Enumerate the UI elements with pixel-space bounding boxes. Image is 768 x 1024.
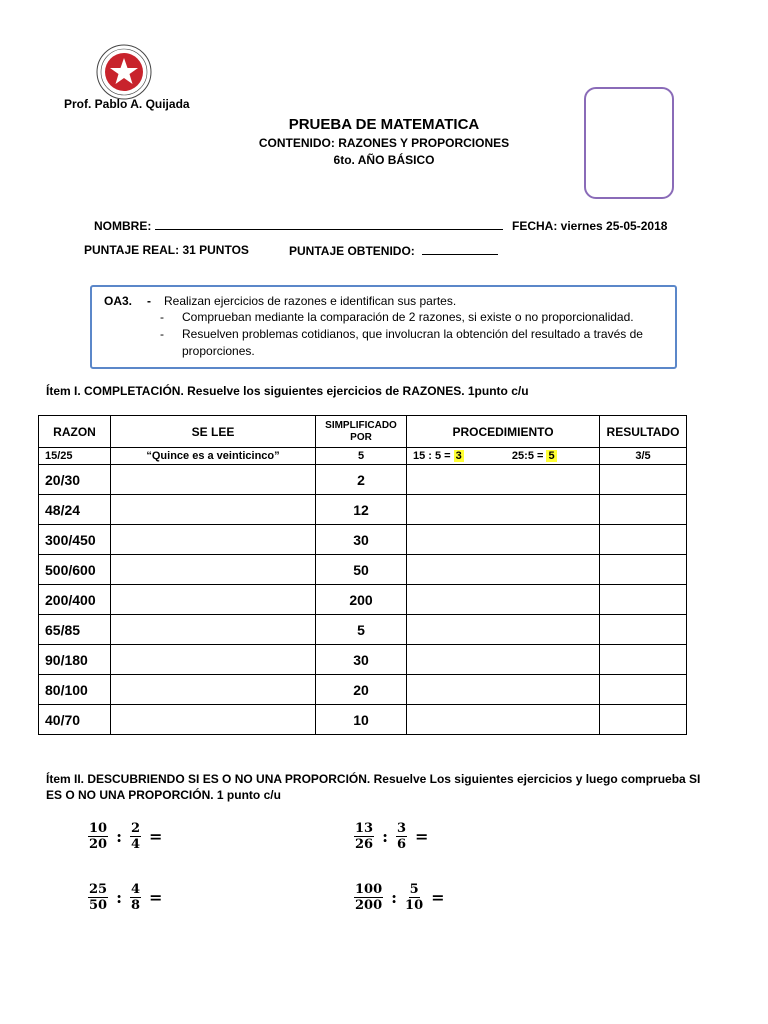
cell-procedimiento[interactable] xyxy=(407,675,600,705)
table-row xyxy=(39,705,687,735)
cell-resultado[interactable] xyxy=(600,525,687,555)
cell-procedimiento[interactable] xyxy=(407,615,600,645)
oa-bullet-dash: - xyxy=(160,327,164,341)
item2-heading: Ítem II. DESCUBRIENDO SI ES O NO UNA PROPORCIÓN. Resuelve Los siguientes ejercicios y luego comprueba SI xyxy=(46,772,701,786)
cell-resultado[interactable] xyxy=(600,555,687,585)
table-row xyxy=(39,615,687,645)
cell-por: 50 xyxy=(316,555,407,585)
cell-resultado[interactable] xyxy=(600,615,687,645)
col-header-procedimiento: PROCEDIMIENTO xyxy=(407,416,600,448)
cell-se-lee[interactable] xyxy=(111,495,316,525)
equals-sign: = xyxy=(149,827,163,846)
cell-se-lee[interactable] xyxy=(111,585,316,615)
equals-sign: = xyxy=(431,888,445,907)
cell-por: 2 xyxy=(316,465,407,495)
cell-se-lee[interactable] xyxy=(111,555,316,585)
cell-razon: 300/450 xyxy=(39,525,111,555)
table-row xyxy=(39,555,687,585)
oa-line: Realizan ejercicios de razones e identifican sus partes. xyxy=(164,294,457,308)
proc-b-result: 5 xyxy=(548,450,555,462)
table-row xyxy=(39,465,687,495)
cell-razon: 90/180 xyxy=(39,645,111,675)
cell-procedimiento[interactable] xyxy=(407,585,600,615)
equals-sign: = xyxy=(415,827,429,846)
puntaje-obtenido-label: PUNTAJE OBTENIDO: xyxy=(289,244,415,258)
teacher-name: Prof. Pablo A. Quijada xyxy=(64,97,190,111)
nombre-label: NOMBRE: xyxy=(94,219,152,233)
page-title: PRUEBA DE MATEMATICA xyxy=(288,116,480,133)
table-row xyxy=(39,645,687,675)
nombre-row xyxy=(94,218,667,233)
example-row xyxy=(39,448,687,465)
cell-se-lee[interactable] xyxy=(111,645,316,675)
cell-razon: 500/600 xyxy=(39,555,111,585)
cell-razon: 20/30 xyxy=(39,465,111,495)
fraction: $\frac{3}{6}$ xyxy=(397,821,407,852)
cell-por: 20 xyxy=(316,675,407,705)
cell-resultado[interactable] xyxy=(600,495,687,525)
proportion-exercise xyxy=(88,821,162,852)
cell-razon: 200/400 xyxy=(39,585,111,615)
cell-se-lee[interactable] xyxy=(111,615,316,645)
puntaje-real: PUNTAJE REAL: 31 PUNTOS xyxy=(84,243,249,257)
cell-resultado[interactable] xyxy=(600,675,687,705)
cell-se-lee[interactable] xyxy=(111,675,316,705)
puntaje-obtenido-row xyxy=(289,243,498,258)
fraction: $\frac{25}{50}$ xyxy=(89,882,108,913)
cell-se-lee[interactable] xyxy=(111,705,316,735)
cell-se-lee[interactable] xyxy=(111,465,316,495)
fraction: $\frac{5}{10}$ xyxy=(405,882,424,913)
colon: : xyxy=(116,888,122,907)
school-seal-logo xyxy=(96,44,152,100)
oa-line: proporciones. xyxy=(182,344,255,358)
cell-procedimiento[interactable] xyxy=(407,705,600,735)
proc-b: 25:5 = xyxy=(511,450,547,462)
equals-sign: = xyxy=(149,888,163,907)
cell-resultado[interactable] xyxy=(600,465,687,495)
cell-por: 10 xyxy=(316,705,407,735)
col-header-simplificado: SIMPLIFICADO POR xyxy=(316,416,407,448)
objectives-box xyxy=(90,285,677,369)
fraction: $\frac{4}{8}$ xyxy=(131,882,141,913)
cell-resultado[interactable] xyxy=(600,705,687,735)
fraction: $\frac{10}{20}$ xyxy=(89,821,108,852)
col-header-resultado: RESULTADO xyxy=(600,416,687,448)
item1-heading: Ítem I. COMPLETACIÓN. Resuelve los siguientes ejercicios de RAZONES. 1punto c/u xyxy=(46,384,529,398)
cell-razon: 15/25 xyxy=(39,448,111,465)
fraction: $\frac{2}{4}$ xyxy=(131,821,141,852)
col-header-razon: RAZON xyxy=(39,416,111,448)
proc-a: 15 : 5 = xyxy=(413,450,454,462)
table-row xyxy=(39,675,687,705)
cell-procedimiento[interactable] xyxy=(407,525,600,555)
cell-razon: 48/24 xyxy=(39,495,111,525)
cell-se-lee[interactable] xyxy=(111,525,316,555)
nombre-field[interactable] xyxy=(155,218,503,230)
oa-dash: - xyxy=(147,294,151,308)
grade-subtitle: 6to. AÑO BÁSICO xyxy=(333,153,435,167)
cell-procedimiento[interactable] xyxy=(407,465,600,495)
fraction: $\frac{100}{200}$ xyxy=(355,882,383,913)
col-header-se-lee: SE LEE xyxy=(111,416,316,448)
cell-por: 12 xyxy=(316,495,407,525)
table-row xyxy=(39,525,687,555)
cell-resultado[interactable] xyxy=(600,645,687,675)
fecha-label: FECHA: viernes 25-05-2018 xyxy=(512,219,668,233)
proc-a-result: 3 xyxy=(455,450,462,462)
oa-line: Resuelven problemas cotidianos, que involucran la obtención del resultado a través de xyxy=(182,327,643,341)
cell-resultado[interactable] xyxy=(600,585,687,615)
table-row xyxy=(39,585,687,615)
cell-por: 5 xyxy=(316,448,407,465)
cell-por: 30 xyxy=(316,645,407,675)
cell-procedimiento[interactable] xyxy=(407,555,600,585)
proportion-exercise xyxy=(88,882,162,913)
cell-resultado: 3/5 xyxy=(600,448,687,465)
oa-line: Comprueban mediante la comparación de 2 razones, si existe o no proporcionalidad. xyxy=(182,310,634,324)
proportion-exercise xyxy=(354,821,428,852)
cell-se-lee: “Quince es a veinticinco” xyxy=(111,448,316,465)
cell-razon: 80/100 xyxy=(39,675,111,705)
oa-bullet-dash: - xyxy=(160,310,164,324)
cell-procedimiento[interactable] xyxy=(407,645,600,675)
proportion-exercise xyxy=(354,882,445,913)
content-subtitle: CONTENIDO: RAZONES Y PROPORCIONES xyxy=(258,136,510,150)
colon: : xyxy=(382,827,388,846)
cell-por: 5 xyxy=(316,615,407,645)
cell-razon: 65/85 xyxy=(39,615,111,645)
cell-razon: 40/70 xyxy=(39,705,111,735)
cell-procedimiento xyxy=(407,448,600,465)
puntaje-obtenido-field[interactable] xyxy=(422,243,498,255)
colon: : xyxy=(391,888,398,907)
cell-por: 30 xyxy=(316,525,407,555)
table-row xyxy=(39,495,687,525)
fraction: $\frac{13}{26}$ xyxy=(355,821,374,852)
cell-procedimiento[interactable] xyxy=(407,495,600,525)
oa-code: OA3. xyxy=(104,294,133,308)
cell-por: 200 xyxy=(316,585,407,615)
razones-table xyxy=(38,415,687,735)
item2-heading-cont: ES O NO UNA PROPORCIÓN. 1 punto c/u xyxy=(46,788,281,802)
colon: : xyxy=(116,827,122,846)
